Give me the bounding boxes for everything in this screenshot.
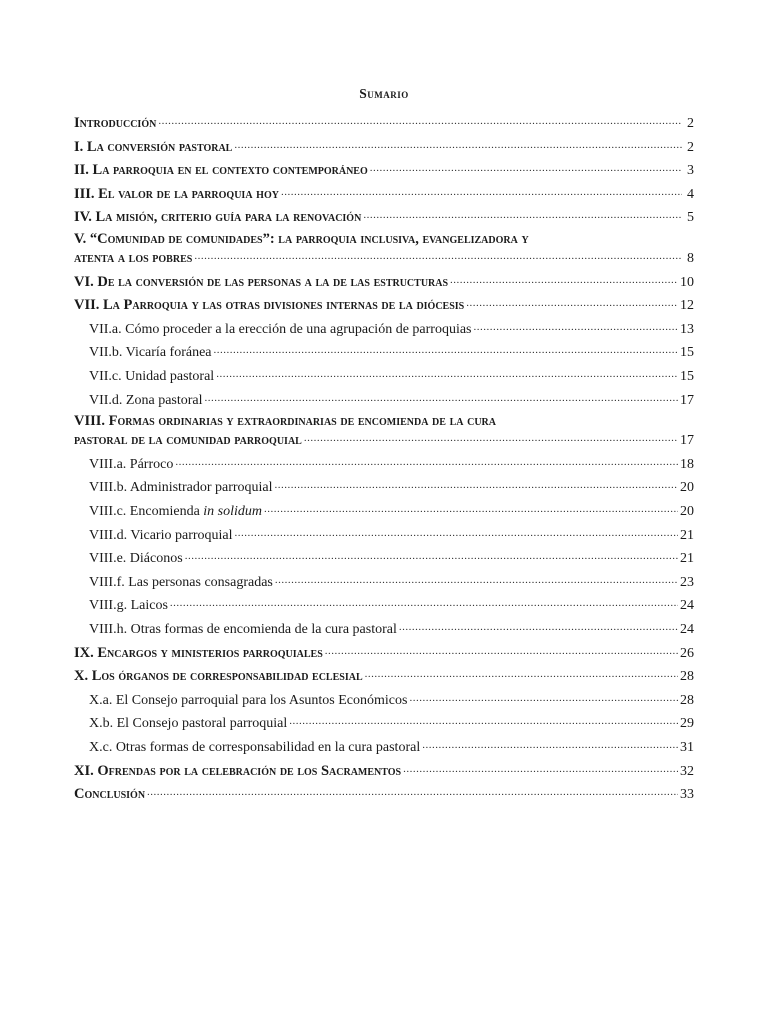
leader-dots bbox=[363, 207, 682, 224]
toc-entry[interactable] bbox=[74, 784, 694, 803]
toc-entry-label: VIII.b. Administrador parroquial bbox=[89, 480, 273, 496]
toc-entry[interactable] bbox=[74, 413, 694, 449]
toc-entry-label: IV. La misión, criterio guía para la renovación bbox=[74, 209, 362, 226]
toc-subentry[interactable] bbox=[74, 454, 694, 473]
leader-dots bbox=[370, 160, 682, 177]
toc-entry-label-continued: atenta a los pobres bbox=[74, 250, 193, 266]
page-number: 29 bbox=[680, 716, 694, 732]
leader-dots bbox=[325, 643, 678, 660]
leader-dots bbox=[216, 366, 678, 383]
page-number: 10 bbox=[680, 274, 694, 290]
toc-subentry[interactable] bbox=[74, 619, 694, 638]
leader-dots bbox=[289, 713, 678, 730]
toc-entry-label: VIII.f. Las personas consagradas bbox=[89, 574, 273, 590]
toc-subentry[interactable] bbox=[74, 390, 694, 409]
toc-entry[interactable] bbox=[74, 761, 694, 780]
page-number: 20 bbox=[680, 504, 694, 519]
toc-subentry[interactable] bbox=[74, 548, 694, 567]
toc-entry[interactable] bbox=[74, 113, 694, 132]
leader-dots bbox=[264, 501, 678, 518]
toc-subentry[interactable] bbox=[74, 342, 694, 361]
toc-entry-label: VIII.h. Otras formas de encomienda de la cura pastoral bbox=[89, 622, 397, 637]
toc-subentry[interactable] bbox=[74, 501, 694, 520]
toc-entry-label: X.a. El Consejo parroquial para los Asuntos Económicos bbox=[89, 692, 408, 708]
toc-entry-label: VII.a. Cómo proceder a la erección de una agrupación de parroquias bbox=[89, 321, 472, 337]
leader-dots bbox=[304, 430, 678, 447]
toc-subentry[interactable] bbox=[74, 737, 694, 756]
toc-entry-label: VIII.g. Laicos bbox=[89, 598, 168, 614]
toc-entry[interactable] bbox=[74, 666, 694, 685]
leader-dots bbox=[147, 784, 678, 801]
leader-dots bbox=[205, 390, 678, 407]
toc-subentry[interactable] bbox=[74, 319, 694, 338]
page-number: 26 bbox=[680, 645, 694, 661]
toc-entry-label: XI. Ofrendas por la celebración de los Sacramentos bbox=[74, 762, 402, 779]
toc-entry-label: VIII.e. Diáconos bbox=[89, 551, 183, 567]
toc-entry[interactable] bbox=[74, 643, 694, 662]
toc-entry[interactable] bbox=[74, 184, 694, 203]
toc-entry-label: X. Los órganos de corresponsabilidad eclesial bbox=[74, 668, 363, 685]
page-number: 18 bbox=[680, 456, 694, 472]
toc-entry-label: Conclusión bbox=[74, 786, 146, 803]
toc-entry[interactable] bbox=[74, 295, 694, 314]
toc-subentry[interactable] bbox=[74, 366, 694, 385]
page-number: 33 bbox=[680, 787, 694, 803]
leader-dots bbox=[275, 572, 678, 589]
leader-dots bbox=[234, 137, 682, 154]
page-number: 2 bbox=[687, 139, 694, 155]
toc-subentry[interactable] bbox=[74, 525, 694, 544]
leader-dots bbox=[466, 295, 678, 312]
page-number: 32 bbox=[680, 763, 694, 779]
leader-dots bbox=[403, 761, 678, 778]
toc-entry-label: VI. De la conversión de las personas a la de las estructuras bbox=[74, 273, 449, 290]
toc-entry[interactable] bbox=[74, 207, 694, 226]
toc-entry-label-italic: in solidum bbox=[203, 504, 263, 519]
page-number: 23 bbox=[680, 574, 694, 590]
leader-dots bbox=[450, 272, 678, 289]
page-number: 21 bbox=[680, 551, 694, 567]
toc-entry-label: X.c. Otras formas de corresponsabilidad en la cura pastoral bbox=[89, 740, 421, 755]
leader-dots bbox=[281, 184, 682, 201]
toc-title: Sumario bbox=[359, 86, 409, 101]
page-number: 21 bbox=[680, 527, 694, 543]
page-number: 24 bbox=[680, 622, 694, 637]
page-number: 5 bbox=[687, 210, 694, 226]
page-number: 28 bbox=[680, 692, 694, 708]
toc-entry[interactable] bbox=[74, 137, 694, 156]
page-number: 2 bbox=[687, 116, 694, 131]
toc-entry-label: V. “Comunidad de comunidades”: la parroquia inclusiva, evangelizadora y bbox=[74, 231, 529, 247]
leader-dots bbox=[474, 319, 679, 336]
page-number: 24 bbox=[680, 598, 694, 614]
page-number: 8 bbox=[687, 251, 694, 266]
toc-entry[interactable] bbox=[74, 160, 694, 179]
page-number: 17 bbox=[680, 392, 694, 408]
leader-dots bbox=[399, 619, 678, 636]
toc-subentry[interactable] bbox=[74, 690, 694, 709]
toc-entry-label: VIII. Formas ordinarias y extraordinarias de encomienda de la cura bbox=[74, 413, 496, 430]
toc-entry-label: I. La conversión pastoral bbox=[74, 138, 233, 155]
leader-dots bbox=[275, 477, 678, 494]
leader-dots bbox=[235, 525, 678, 542]
toc-subentry[interactable] bbox=[74, 477, 694, 496]
toc-entry-label: Introducción bbox=[74, 115, 157, 131]
leader-dots bbox=[158, 113, 682, 130]
toc-entry-label: VIII.a. Párroco bbox=[89, 456, 174, 472]
toc-entry-label: VII.c. Unidad pastoral bbox=[89, 369, 215, 384]
toc-entry[interactable] bbox=[74, 272, 694, 291]
toc-entry-label: VII. La Parroquia y las otras divisiones internas de la diócesis bbox=[74, 297, 465, 314]
toc-entry-label: VII.b. Vicaría foránea bbox=[89, 345, 212, 361]
page-number: 15 bbox=[680, 369, 694, 384]
toc-entry-label: IX. Encargos y ministerios parroquiales bbox=[74, 644, 323, 661]
toc-entry[interactable] bbox=[74, 231, 694, 267]
toc-entry-label: VIII.d. Vicario parroquial bbox=[89, 527, 233, 543]
page-number: 17 bbox=[680, 433, 694, 449]
leader-dots bbox=[214, 342, 679, 359]
page-number: 4 bbox=[687, 186, 694, 202]
page-number: 13 bbox=[680, 321, 694, 337]
toc-entry-label: III. El valor de la parroquia hoy bbox=[74, 185, 279, 202]
toc-entry-label: VIII.c. Encomienda in solidum bbox=[89, 504, 263, 519]
leader-dots bbox=[185, 548, 678, 565]
leader-dots bbox=[175, 454, 678, 471]
page-number: 3 bbox=[687, 163, 694, 179]
toc-entry-label: X.b. El Consejo pastoral parroquial bbox=[89, 716, 288, 732]
page-number: 15 bbox=[680, 345, 694, 361]
toc-subentry[interactable] bbox=[74, 595, 694, 614]
toc-entry-label: II. La parroquia en el contexto contemporáneo bbox=[74, 162, 368, 179]
toc-subentry[interactable] bbox=[74, 713, 694, 732]
leader-dots bbox=[170, 595, 678, 612]
toc-entry-label-continued: pastoral de la comunidad parroquial bbox=[74, 432, 302, 449]
page-number: 31 bbox=[680, 740, 694, 755]
page-number: 28 bbox=[680, 669, 694, 685]
leader-dots bbox=[365, 666, 678, 683]
leader-dots bbox=[422, 737, 678, 754]
page-number: 20 bbox=[680, 480, 694, 496]
toc-subentry[interactable] bbox=[74, 572, 694, 591]
page-number: 12 bbox=[680, 298, 694, 314]
leader-dots bbox=[194, 248, 682, 265]
toc-entry-label: VII.d. Zona pastoral bbox=[89, 392, 203, 408]
leader-dots bbox=[409, 690, 678, 707]
